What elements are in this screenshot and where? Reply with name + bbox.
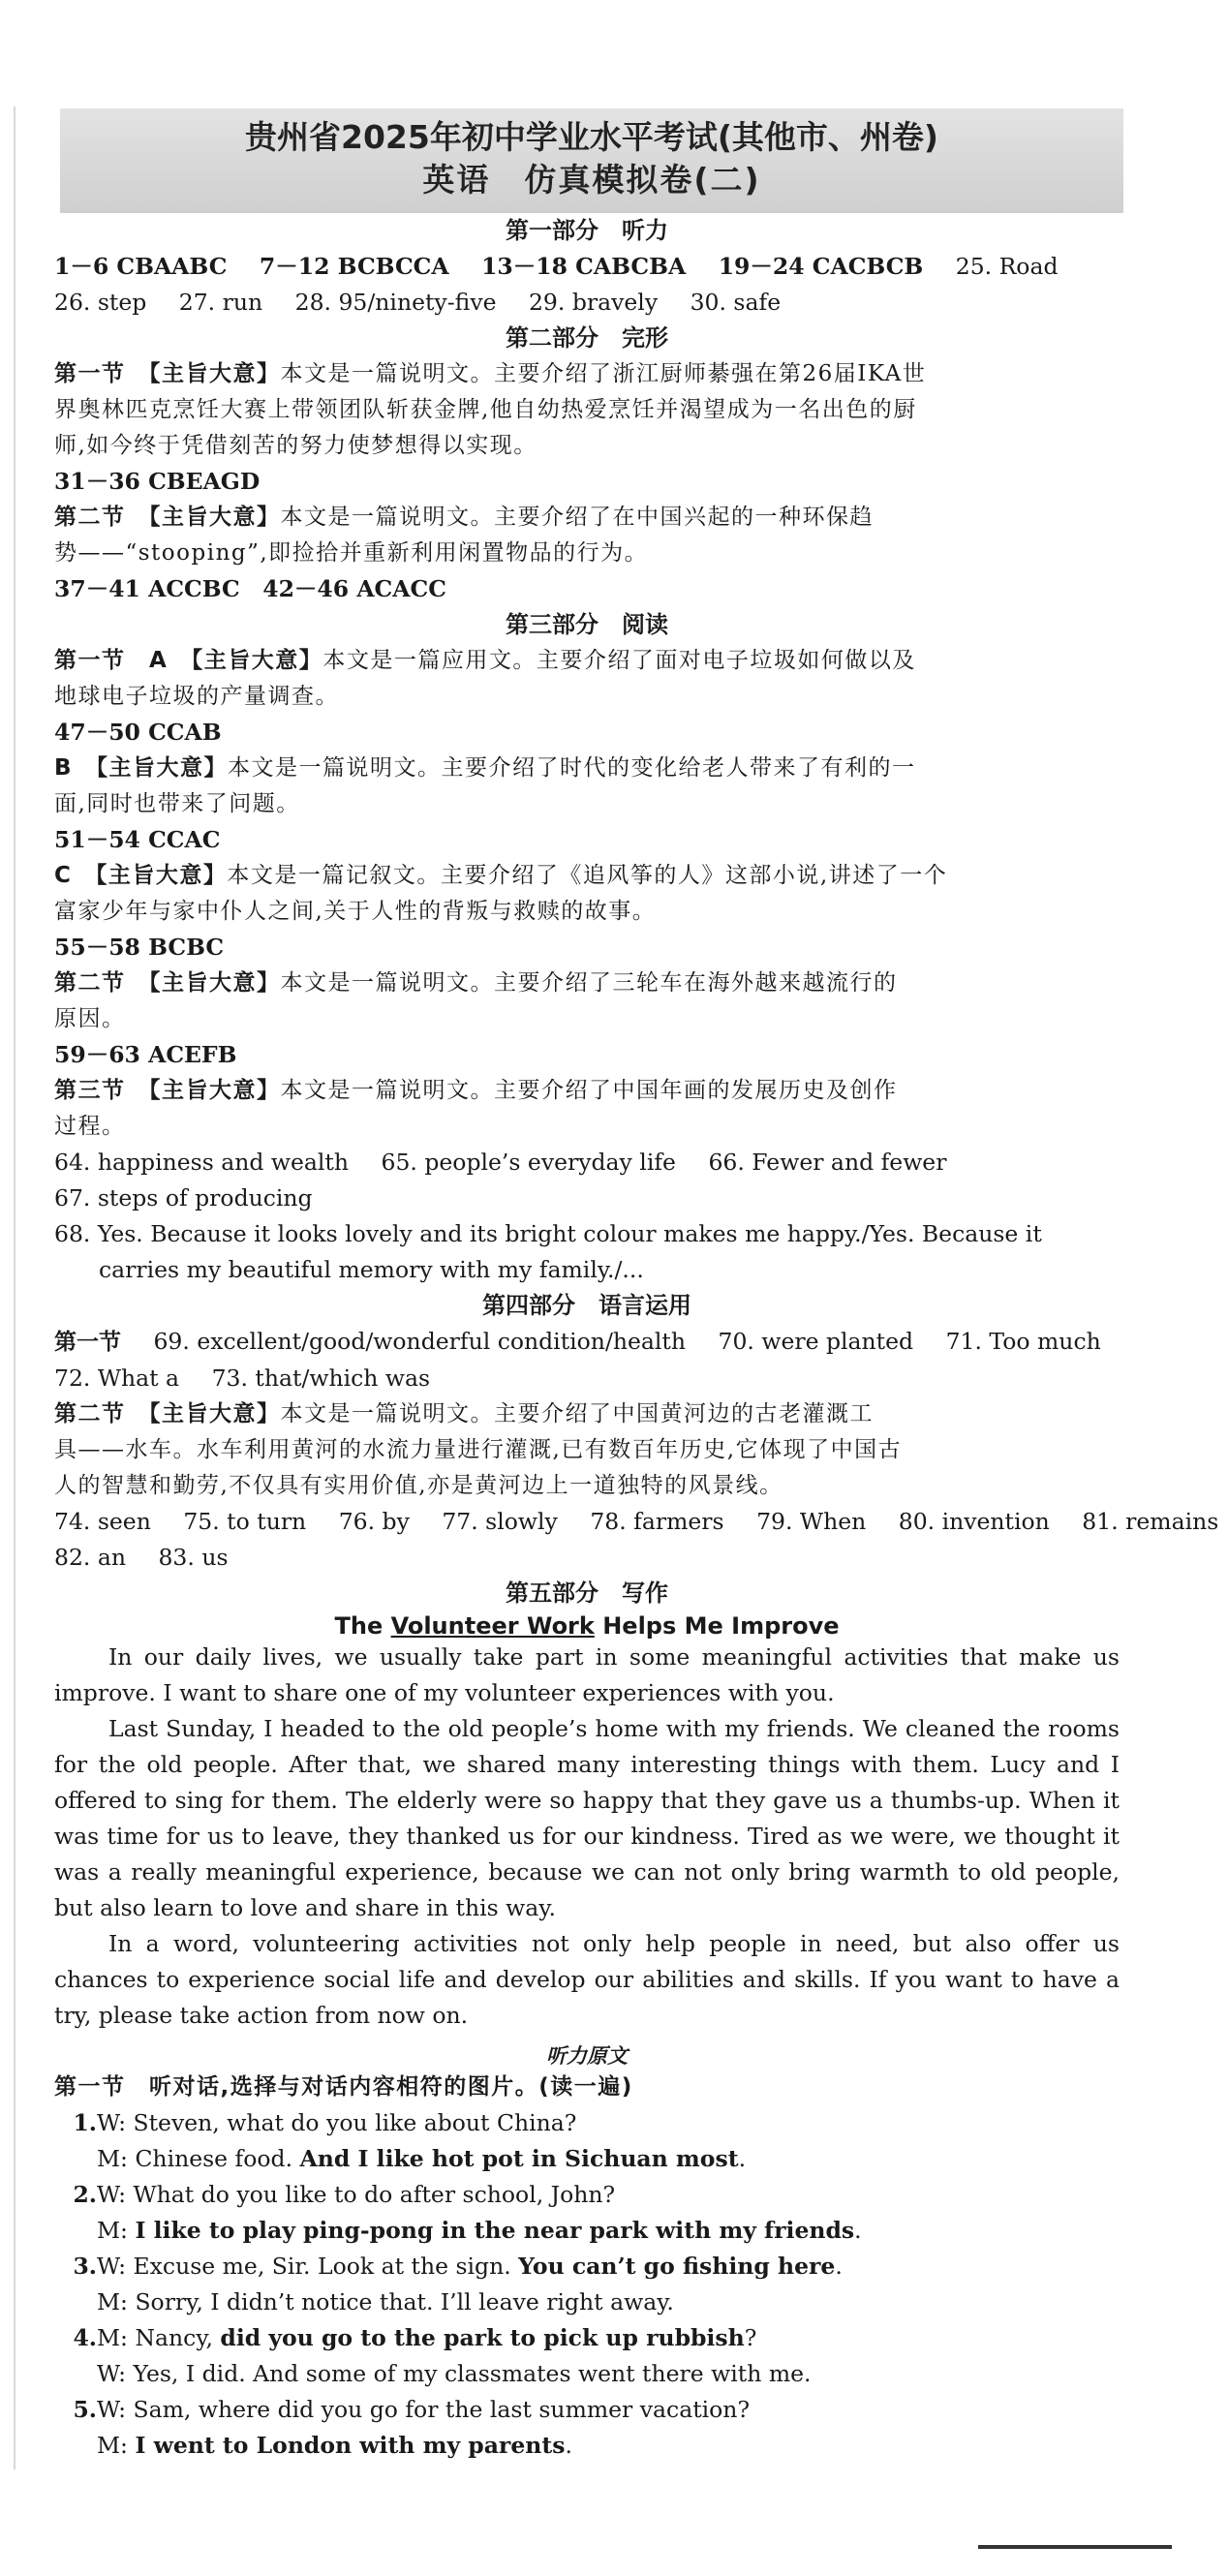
part4-heading: 第四部分 语言运用	[482, 1292, 691, 1319]
answer-item: 76. by	[338, 1508, 410, 1535]
answer-item: 82. an	[54, 1544, 126, 1571]
script-heading: 听力原文	[546, 2043, 628, 2068]
summary-text: 界奥林匹克烹饪大赛上带领团队斩获金牌,他自幼热爱烹饪并渴望成为一名出色的厨	[54, 397, 917, 422]
section-tag: 第一节 听对话,选择与对话内容相符的图片。(读一遍)	[54, 2074, 633, 2100]
summary-text: 面,同时也带来了问题。	[54, 791, 300, 816]
page-edge-line	[14, 107, 15, 2469]
answer-item: 25. Road	[955, 253, 1059, 280]
answer-row	[54, 285, 1120, 321]
summary-text: 原因。	[54, 1006, 126, 1031]
summary-text: 具——水车。水车利用黄河的水流力量进行灌溉,已有数百年历史,它体现了中国古	[54, 1437, 903, 1462]
answer-row	[54, 1145, 1120, 1181]
part5-heading: 第五部分 写作	[506, 1579, 668, 1607]
summary-text: 本文是一篇说明文。主要介绍了在中国兴起的一种环保趋	[280, 505, 874, 530]
part3-content	[54, 643, 1120, 1288]
answer-row: 59－63 ACEFB	[54, 1041, 237, 1068]
section-tag: 第一节	[54, 1330, 121, 1355]
dialogue-line: M: Chinese food. And I like hot pot in Sichuan most.	[97, 2145, 747, 2172]
summary-text: 势——“stooping”,即捡拾并重新利用闲置物品的行为。	[54, 540, 649, 566]
answer-item: 7－12 BCBCCA	[259, 253, 449, 280]
answer-row: 47－50 CCAB	[54, 719, 222, 746]
dialogue-line: M: Sorry, I didn’t notice that. I’ll leave right away.	[97, 2288, 674, 2315]
part3-heading: 第三部分 阅读	[506, 611, 668, 638]
page-subtitle: 英语 仿真模拟卷(二)	[422, 161, 761, 199]
answer-item: 26. step	[54, 289, 147, 316]
answer-item: 81. remains	[1082, 1508, 1219, 1535]
part2-content	[54, 356, 1120, 607]
answer-item: 64. happiness and wealth	[54, 1149, 350, 1176]
answer-item: 71. Too much	[945, 1328, 1101, 1355]
summary-text: 师,如今终于凭借刻苦的努力使梦想得以实现。	[54, 433, 537, 458]
summary-tag: 第一节 【主旨大意】	[54, 361, 281, 386]
summary-text: 本文是一篇记叙文。主要介绍了《追风筝的人》这部小说,讲述了一个	[227, 863, 948, 888]
answer-item: 75. to turn	[183, 1508, 307, 1535]
answer-item: 66. Fewer and fewer	[708, 1149, 947, 1176]
summary-text: 富家少年与家中仆人之间,关于人性的背叛与救赎的故事。	[54, 899, 657, 924]
answer-item: 19－24 CACBCB	[718, 253, 924, 280]
essay-paragraph: In a word, volunteering activities not only help people in need, but also offer us chances to experience social life and develop our abilities and skills. If you want to have a try, please take action from now on.	[54, 1930, 1120, 2029]
part2-heading: 第二部分 完形	[506, 324, 668, 352]
part4-content	[54, 1324, 1219, 1576]
answer-item: 67. steps of producing	[54, 1184, 313, 1211]
dialogue-line: 1.W: Steven, what do you like about China?	[73, 2109, 577, 2136]
summary-text: 地球电子垃圾的产量调查。	[54, 684, 339, 709]
answer-item: 78. farmers	[590, 1508, 724, 1535]
answer-row: 37－41 ACCBC 42－46 ACACC	[54, 575, 446, 602]
answer-row: 55－58 BCBC	[54, 934, 225, 961]
answer-item: 13－18 CABCBA	[481, 253, 687, 280]
essay-paragraph: Last Sunday, I headed to the old people’s home with my friends. We cleaned the rooms for the old people. After that, we shared many interesting things with them. Lucy and I offered to sing for them. The elderly were so happy that they gave us a thumbs-up. When it was time for us to leave, they thanked us for our kindness. Tired as we were, we thought it was a really meaningful experience, because we can not only bring warmth to old people, but also learn to love and share in this way.	[54, 1715, 1120, 1921]
answer-row: 51－54 CCAC	[54, 826, 221, 853]
answer-item: 65. people’s everyday life	[381, 1149, 676, 1176]
answer-item: 29. bravely	[528, 289, 659, 316]
answer-item: 70. were planted	[718, 1328, 914, 1355]
summary-tag: C 【主旨大意】	[54, 863, 228, 888]
summary-text: 本文是一篇说明文。主要介绍了浙江厨师綦强在第26届IKA世	[280, 361, 927, 386]
summary-text: 本文是一篇说明文。主要介绍了中国黄河边的古老灌溉工	[280, 1401, 874, 1426]
answer-item: carries my beautiful memory with my family./...	[99, 1256, 644, 1283]
answer-item: 72. What a	[54, 1365, 180, 1392]
summary-tag: 第一节 A 【主旨大意】	[54, 648, 323, 673]
essay	[54, 1612, 1120, 2034]
essay-paragraph: In our daily lives, we usually take part in some meaningful activities that make us improve. I want to share one of my volunteer experiences with you.	[54, 1643, 1120, 1706]
part1-heading: 第一部分 听力	[506, 217, 668, 244]
answer-item: 69. excellent/good/wonderful condition/health	[153, 1328, 687, 1355]
answer-item: 73. that/which was	[211, 1365, 431, 1392]
page-title: 贵州省2025年初中学业水平考试(其他市、州卷)	[244, 118, 938, 156]
summary-text: 本文是一篇说明文。主要介绍了三轮车在海外越来越流行的	[280, 970, 898, 996]
summary-text: 人的智慧和勤劳,不仅具有实用价值,亦是黄河边上一道独特的风景线。	[54, 1473, 783, 1498]
answer-item: 1－6 CBAABC	[54, 253, 228, 280]
answer-row	[54, 249, 1120, 285]
answer-item: 83. us	[158, 1544, 229, 1571]
summary-tag: 第三节 【主旨大意】	[54, 1078, 281, 1103]
answer-item: 79. When	[756, 1508, 867, 1535]
answer-item: 80. invention	[898, 1508, 1050, 1535]
answer-item: 74. seen	[54, 1508, 151, 1535]
essay-title: The Volunteer Work Helps Me Improve	[334, 1612, 840, 1640]
answer-item: 77. slowly	[442, 1508, 558, 1535]
listening-script	[54, 2040, 1120, 2464]
answer-item: 68. Yes. Because it looks lovely and its bright colour makes me happy./Yes. Because it	[54, 1220, 1042, 1247]
dialogue-line: W: Yes, I did. And some of my classmates went there with me.	[97, 2360, 812, 2387]
dialogue-line: 5.W: Sam, where did you go for the last summer vacation?	[73, 2396, 751, 2423]
dialogue-line: M: I went to London with my parents.	[97, 2432, 572, 2459]
answer-row: 31－36 CBEAGD	[54, 468, 261, 495]
footer-rule	[978, 2545, 1172, 2549]
dialogue-line: 4.M: Nancy, did you go to the park to pick up rubbish?	[73, 2324, 757, 2351]
summary-text: 本文是一篇应用文。主要介绍了面对电子垃圾如何做以及	[322, 648, 916, 673]
summary-tag: 第二节 【主旨大意】	[54, 970, 281, 996]
answer-item: 30. safe	[690, 289, 782, 316]
dialogue-line: 2.W: What do you like to do after school, John?	[73, 2181, 616, 2208]
summary-text: 本文是一篇说明文。主要介绍了中国年画的发展历史及创作	[280, 1078, 898, 1103]
dialogue-line: 3.W: Excuse me, Sir. Look at the sign. You can’t go fishing here.	[73, 2253, 843, 2280]
summary-text: 本文是一篇说明文。主要介绍了时代的变化给老人带来了有利的一	[228, 755, 916, 781]
summary-tag: B 【主旨大意】	[54, 755, 229, 781]
answer-item: 27. run	[178, 289, 263, 316]
part1-answers	[54, 249, 1120, 321]
answer-item: 28. 95/ninety-five	[294, 289, 497, 316]
summary-text: 过程。	[54, 1114, 126, 1139]
summary-tag: 第二节 【主旨大意】	[54, 1401, 281, 1426]
dialogue-line: M: I like to play ping-pong in the near park with my friends.	[97, 2217, 862, 2244]
summary-tag: 第二节 【主旨大意】	[54, 505, 281, 530]
